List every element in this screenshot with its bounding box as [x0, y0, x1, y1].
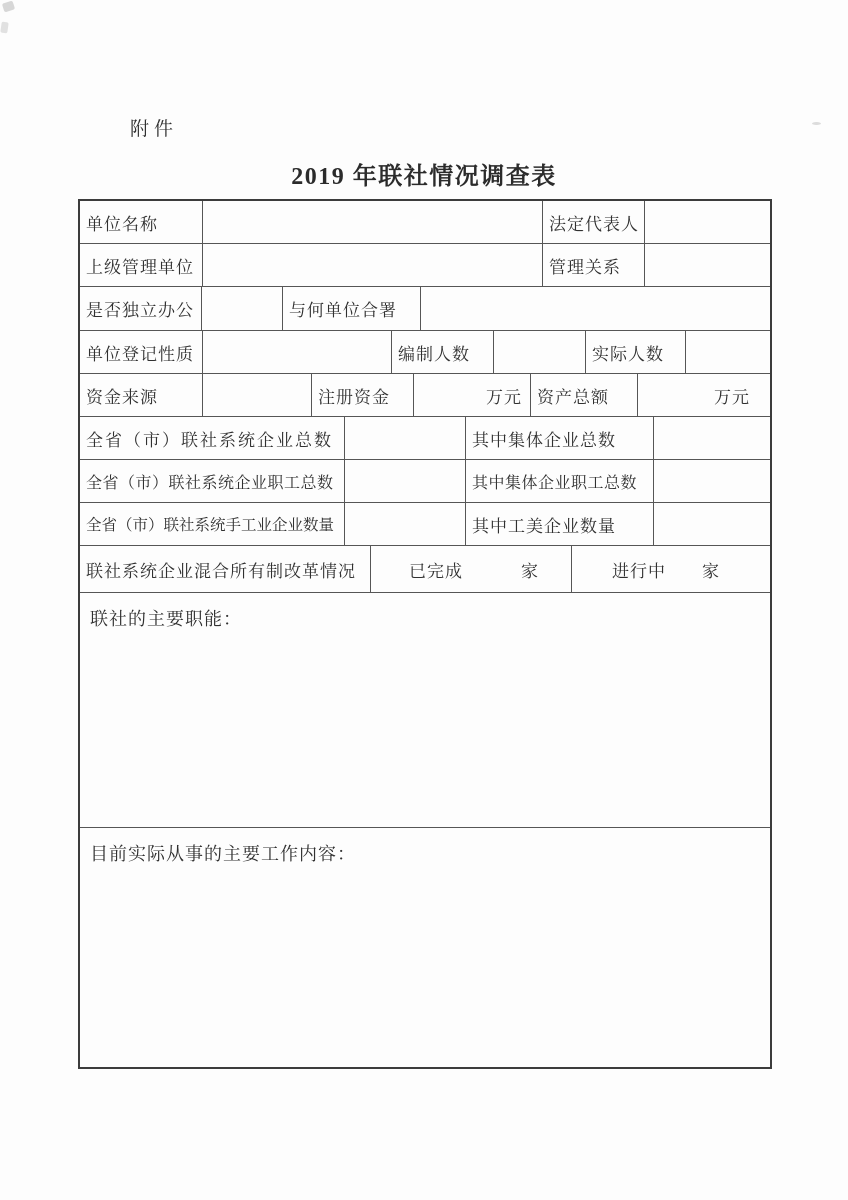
independent-office-label: 是否独立办公: [80, 287, 202, 330]
reform-in-progress-unit: 家: [702, 561, 720, 581]
reform-in-progress-label: 进行中: [612, 561, 666, 581]
table-row: [80, 374, 770, 417]
current-work-label: 目前实际从事的主要工作内容：: [90, 844, 356, 864]
table-row: [80, 593, 770, 828]
legal-rep-label: 法定代表人: [543, 201, 645, 243]
registration-type-label: 单位登记性质: [80, 331, 203, 373]
joint-office-label: 与何单位合署: [283, 287, 421, 330]
system-enterprises-total-value-cell: [345, 417, 466, 459]
scan-artifact: [0, 22, 8, 34]
page-title: 2019 年联社情况调查表: [291, 164, 557, 190]
system-employees-total-value-cell: [345, 460, 466, 502]
table-row: [80, 287, 770, 331]
funding-source-value-cell: [203, 374, 312, 416]
table-row: [80, 244, 770, 287]
system-enterprises-total-label: 全省（市）联社系统企业总数: [80, 417, 345, 459]
collective-enterprises-total-value-cell: [654, 417, 770, 459]
total-assets-label: 资产总额: [531, 374, 638, 416]
collective-enterprises-total-label: 其中集体企业总数: [466, 417, 654, 459]
staffing-quota-value-cell: [494, 331, 586, 373]
reform-completed-cell: [371, 546, 572, 592]
actual-headcount-value-cell: [686, 331, 770, 373]
unit-name-label: 单位名称: [80, 201, 203, 243]
table-row: [80, 546, 770, 593]
registered-capital-unit: 万元: [414, 374, 531, 416]
scan-artifact: [812, 122, 821, 125]
registration-type-value-cell: [203, 331, 392, 373]
registered-capital-label: 注册资金: [312, 374, 414, 416]
table-row: [80, 331, 770, 374]
management-relation-label: 管理关系: [543, 244, 645, 286]
total-assets-unit: 万元: [714, 387, 750, 407]
reform-completed-label: 已完成: [409, 561, 463, 581]
mixed-ownership-reform-label: 联社系统企业混合所有制改革情况: [80, 546, 371, 592]
table-row: [80, 201, 770, 244]
scan-artifact: [2, 1, 15, 13]
funding-source-label: 资金来源: [80, 374, 203, 416]
actual-headcount-label: 实际人数: [586, 331, 686, 373]
collective-employees-total-value-cell: [654, 460, 770, 502]
handicraft-enterprises-value-cell: [345, 503, 466, 545]
arts-crafts-enterprises-value-cell: [654, 503, 770, 545]
main-functions-section: [80, 593, 770, 827]
reform-completed-unit: 家: [521, 561, 539, 581]
arts-crafts-enterprises-label: 其中工美企业数量: [466, 503, 654, 545]
management-relation-value-cell: [645, 244, 770, 286]
main-functions-label: 联社的主要职能：: [90, 609, 242, 629]
table-row: [80, 828, 770, 1067]
superior-unit-label: 上级管理单位: [80, 244, 203, 286]
collective-employees-total-label: 其中集体企业职工总数: [466, 460, 654, 502]
table-row: [80, 460, 770, 503]
unit-name-value-cell: [203, 201, 543, 243]
joint-office-value-cell: [421, 287, 770, 330]
table-row: [80, 503, 770, 546]
staffing-quota-label: 编制人数: [392, 331, 494, 373]
superior-unit-value-cell: [203, 244, 543, 286]
independent-office-value-cell: [202, 287, 283, 330]
reform-in-progress-cell: [572, 546, 770, 592]
attachment-label: 附件: [130, 119, 179, 140]
legal-rep-value-cell: [645, 201, 770, 243]
handicraft-enterprises-label: 全省（市）联社系统手工业企业数量: [80, 503, 345, 545]
survey-form-table: [78, 199, 772, 1069]
table-row: [80, 417, 770, 460]
system-employees-total-label: 全省（市）联社系统企业职工总数: [80, 460, 345, 502]
current-work-section: [80, 828, 770, 1067]
